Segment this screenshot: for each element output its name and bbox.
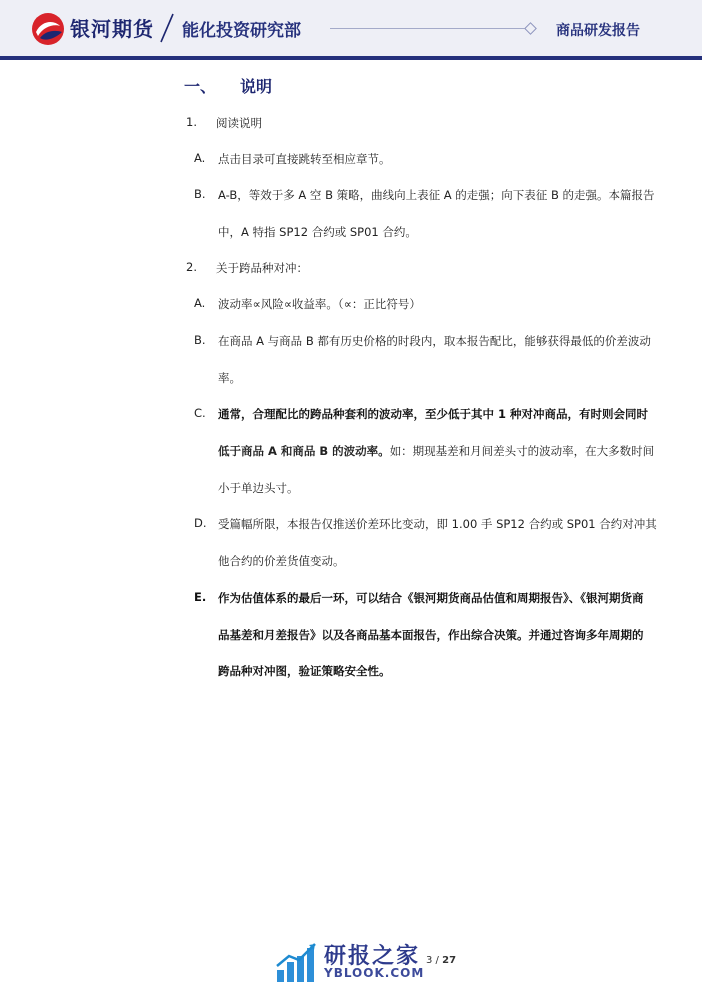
item-2c-line-2-rest: 如：期现基差和月间差头寸的波动率，在大多数时间 bbox=[389, 444, 655, 458]
header-underline bbox=[0, 56, 702, 60]
item-1-text: 阅读说明 bbox=[216, 116, 262, 130]
page-current: 3 bbox=[426, 955, 433, 966]
item-1b-line-1: A-B，等效于多 A 空 B 策略，曲线向上表征 A 的走强；向下表征 B 的走强。本篇报告 bbox=[218, 188, 655, 202]
item-1b-line-2: 中，A 特指 SP12 合约或 SP01 合约。 bbox=[218, 225, 417, 239]
item-1b-label: B. bbox=[194, 187, 206, 201]
item-2d-label: D. bbox=[194, 516, 207, 530]
item-2c-line-1: 通常，合理配比的跨品种套利的波动率，至少低于其中 1 种对冲商品，有时则会同时 bbox=[218, 407, 649, 421]
item-2a-label: A. bbox=[194, 296, 206, 310]
item-1a-label: A. bbox=[194, 151, 206, 165]
item-2b-line-2: 率。 bbox=[218, 371, 241, 385]
page-number: 3 / 27 bbox=[426, 955, 457, 966]
item-2e-line-2: 品基差和月差报告》以及各商品基本面报告，作出综合决策。并通过咨询多年周期的 bbox=[218, 628, 644, 642]
item-1-label: 1. bbox=[186, 115, 197, 129]
bar-chart-logo-icon bbox=[275, 940, 319, 984]
item-2c-line-2-bold: 低于商品 A 和商品 B 的波动率。 bbox=[218, 444, 390, 458]
company-name: 银河期货 bbox=[70, 17, 154, 41]
item-2c-line-3: 小于单边头寸。 bbox=[218, 481, 299, 495]
header-rule bbox=[330, 28, 526, 29]
footer-brand: 研报之家 bbox=[324, 944, 421, 969]
item-1a-line-1: 点击目录可直接跳转至相应章节。 bbox=[218, 152, 391, 166]
item-2e-label: E. bbox=[194, 590, 207, 604]
footer-url: YBLOOK.COM bbox=[324, 966, 425, 980]
header-divider-slash bbox=[158, 12, 176, 44]
section-title-text: 说明 bbox=[240, 77, 273, 96]
item-2e-line-1: 作为估值体系的最后一环，可以结合《银河期货商品估值和周期报告》、《银河期货商 bbox=[218, 591, 644, 605]
item-2b-label: B. bbox=[194, 333, 206, 347]
item-2b-line-1: 在商品 A 与商品 B 都有历史价格的时段内，取本报告配比，能够获得最低的价差波动 bbox=[218, 334, 651, 348]
item-2c-label: C. bbox=[194, 406, 206, 420]
section-number: 一、 bbox=[184, 77, 217, 96]
yinhe-logo-icon bbox=[30, 12, 66, 46]
item-2-label: 2. bbox=[186, 260, 197, 274]
item-2d-line-1: 受篇幅所限，本报告仅推送价差环比变动，即 1.00 手 SP12 合约或 SP01 合约对冲其 bbox=[218, 517, 657, 531]
page-total: 27 bbox=[442, 955, 457, 966]
diamond-icon bbox=[524, 22, 537, 35]
item-2-text: 关于跨品种对冲： bbox=[216, 261, 308, 275]
report-type: 商品研发报告 bbox=[556, 23, 640, 39]
item-2a-line-1: 波动率∝风险∝收益率。（∝：正比符号） bbox=[218, 297, 421, 311]
item-2c-line-2 bbox=[218, 443, 654, 459]
page-header bbox=[0, 0, 702, 56]
section-title bbox=[184, 74, 272, 97]
item-2e-line-3: 跨品种对冲图，验证策略安全性。 bbox=[218, 664, 391, 678]
item-2d-line-2: 他合约的价差货值变动。 bbox=[218, 554, 345, 568]
department-name: 能化投资研究部 bbox=[182, 21, 301, 41]
